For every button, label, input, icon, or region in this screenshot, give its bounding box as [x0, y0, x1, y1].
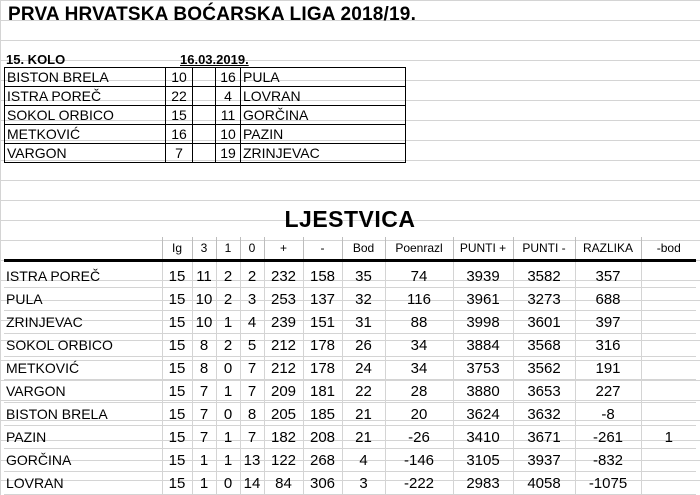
score-separator-cell [193, 144, 216, 163]
razlika: -1075 [575, 472, 641, 495]
away-score: 11 [216, 106, 241, 125]
home-team: BISTON BRELA [5, 68, 166, 87]
draws-1: 0 [216, 403, 240, 426]
minus-bod [641, 403, 696, 426]
round-label: 15. KOLO [6, 52, 66, 67]
losses-0: 7 [240, 357, 264, 380]
bod: 22 [342, 380, 385, 403]
punti-minus: 3653 [513, 380, 575, 403]
standings-row [4, 288, 696, 311]
played-column-header: Ig [162, 237, 192, 261]
bod: 26 [342, 334, 385, 357]
played: 15 [162, 288, 192, 311]
minus-bod [641, 311, 696, 334]
poenrazl: 34 [385, 334, 453, 357]
team-name: PULA [4, 288, 162, 311]
points-against: 151 [303, 311, 342, 334]
razlika: 397 [575, 311, 641, 334]
razlika: 357 [575, 261, 641, 288]
standings-row [4, 403, 696, 426]
points-for: 209 [264, 380, 303, 403]
played: 15 [162, 357, 192, 380]
points-for: 212 [264, 334, 303, 357]
away-team: GORČINA [241, 106, 406, 125]
played: 15 [162, 261, 192, 288]
team-name: GORČINA [4, 449, 162, 472]
home-score: 10 [166, 68, 193, 87]
standings-row [4, 357, 696, 380]
losses-0-column-header: 0 [240, 237, 264, 261]
result-row [5, 68, 406, 87]
punti-minus: 3632 [513, 403, 575, 426]
punti-plus-column-header: PUNTI + [453, 237, 513, 261]
points-against: 158 [303, 261, 342, 288]
draws-1: 1 [216, 449, 240, 472]
away-score: 10 [216, 125, 241, 144]
punti-minus: 3601 [513, 311, 575, 334]
home-team: VARGON [5, 144, 166, 163]
team-name: PAZIN [4, 426, 162, 449]
points-for-column-header: + [264, 237, 303, 261]
losses-0: 7 [240, 426, 264, 449]
points-against: 181 [303, 380, 342, 403]
minus-bod-column-header: -bod [641, 237, 696, 261]
draws-1: 0 [216, 357, 240, 380]
minus-bod [641, 334, 696, 357]
punti-minus: 3273 [513, 288, 575, 311]
bod: 3 [342, 472, 385, 495]
points-against: 185 [303, 403, 342, 426]
razlika: 316 [575, 334, 641, 357]
played: 15 [162, 449, 192, 472]
draws-1: 1 [216, 380, 240, 403]
standings-row [4, 261, 696, 288]
points-against: 178 [303, 357, 342, 380]
poenrazl: -26 [385, 426, 453, 449]
punti-minus: 3671 [513, 426, 575, 449]
away-team: PAZIN [241, 125, 406, 144]
standings-row [4, 311, 696, 334]
score-separator-cell [193, 125, 216, 144]
razlika: 227 [575, 380, 641, 403]
punti-minus: 4058 [513, 472, 575, 495]
home-score: 22 [166, 87, 193, 106]
bod: 31 [342, 311, 385, 334]
punti-plus: 3939 [453, 261, 513, 288]
punti-plus: 3884 [453, 334, 513, 357]
bod: 21 [342, 426, 385, 449]
points-for: 205 [264, 403, 303, 426]
team-name: LOVRAN [4, 472, 162, 495]
minus-bod [641, 449, 696, 472]
draws-1: 2 [216, 334, 240, 357]
losses-0: 3 [240, 288, 264, 311]
played: 15 [162, 403, 192, 426]
away-team: ZRINJEVAC [241, 144, 406, 163]
punti-minus: 3568 [513, 334, 575, 357]
razlika: 191 [575, 357, 641, 380]
poenrazl: 28 [385, 380, 453, 403]
away-team: LOVRAN [241, 87, 406, 106]
minus-bod [641, 380, 696, 403]
poenrazl: 116 [385, 288, 453, 311]
wins-3: 8 [192, 334, 216, 357]
team-column-header [4, 237, 162, 261]
points-against: 137 [303, 288, 342, 311]
points-against: 208 [303, 426, 342, 449]
punti-plus: 3624 [453, 403, 513, 426]
played: 15 [162, 334, 192, 357]
minus-bod [641, 357, 696, 380]
points-against: 178 [303, 334, 342, 357]
points-for: 122 [264, 449, 303, 472]
razlika: 688 [575, 288, 641, 311]
points-for: 182 [264, 426, 303, 449]
away-score: 16 [216, 68, 241, 87]
bod: 4 [342, 449, 385, 472]
wins-3: 1 [192, 472, 216, 495]
draws-1: 1 [216, 311, 240, 334]
result-row [5, 144, 406, 163]
wins-3: 8 [192, 357, 216, 380]
punti-minus: 3937 [513, 449, 575, 472]
away-team: PULA [241, 68, 406, 87]
punti-minus: 3582 [513, 261, 575, 288]
played: 15 [162, 311, 192, 334]
minus-bod [641, 288, 696, 311]
standings-row [4, 426, 696, 449]
wins-3-column-header: 3 [192, 237, 216, 261]
wins-3: 1 [192, 449, 216, 472]
poenrazl: 74 [385, 261, 453, 288]
poenrazl: 20 [385, 403, 453, 426]
home-score: 15 [166, 106, 193, 125]
losses-0: 4 [240, 311, 264, 334]
punti-minus: 3562 [513, 357, 575, 380]
bod: 32 [342, 288, 385, 311]
bod: 21 [342, 403, 385, 426]
home-score: 16 [166, 125, 193, 144]
razlika: -8 [575, 403, 641, 426]
standings-row [4, 380, 696, 403]
draws-1-column-header: 1 [216, 237, 240, 261]
points-for: 84 [264, 472, 303, 495]
wins-3: 10 [192, 288, 216, 311]
draws-1: 2 [216, 261, 240, 288]
score-separator-cell [193, 68, 216, 87]
poenrazl: -146 [385, 449, 453, 472]
played: 15 [162, 380, 192, 403]
wins-3: 11 [192, 261, 216, 288]
losses-0: 14 [240, 472, 264, 495]
score-separator-cell [193, 106, 216, 125]
round-date: 16.03.2019. [180, 52, 249, 67]
minus-bod: 1 [641, 426, 696, 449]
standings-row [4, 334, 696, 357]
standings-table [4, 237, 696, 495]
results-table [4, 67, 406, 163]
standings-header-row [4, 237, 696, 261]
result-row [5, 106, 406, 125]
poenrazl: 88 [385, 311, 453, 334]
draws-1: 1 [216, 426, 240, 449]
standings-row [4, 449, 696, 472]
team-name: BISTON BRELA [4, 403, 162, 426]
losses-0: 8 [240, 403, 264, 426]
punti-plus: 3105 [453, 449, 513, 472]
points-against-column-header: - [303, 237, 342, 261]
played: 15 [162, 472, 192, 495]
punti-plus: 3961 [453, 288, 513, 311]
wins-3: 7 [192, 426, 216, 449]
losses-0: 2 [240, 261, 264, 288]
punti-plus: 3880 [453, 380, 513, 403]
away-score: 19 [216, 144, 241, 163]
team-name: ZRINJEVAC [4, 311, 162, 334]
away-score: 4 [216, 87, 241, 106]
poenrazl-column-header: Poenrazl [385, 237, 453, 261]
score-separator-cell [193, 87, 216, 106]
standings-title: LJESTVICA [284, 206, 416, 232]
team-name: ISTRA POREČ [4, 261, 162, 288]
punti-plus: 3998 [453, 311, 513, 334]
page-title: PRVA HRVATSKA BOĆARSKA LIGA 2018/19. [8, 4, 417, 25]
punti-plus: 3753 [453, 357, 513, 380]
minus-bod [641, 261, 696, 288]
home-team: ISTRA POREČ [5, 87, 166, 106]
wins-3: 7 [192, 403, 216, 426]
result-row [5, 87, 406, 106]
losses-0: 13 [240, 449, 264, 472]
losses-0: 5 [240, 334, 264, 357]
standings-row [4, 472, 696, 495]
team-name: SOKOL ORBICO [4, 334, 162, 357]
poenrazl: -222 [385, 472, 453, 495]
result-row [5, 125, 406, 144]
razlika: -261 [575, 426, 641, 449]
poenrazl: 34 [385, 357, 453, 380]
punti-plus: 2983 [453, 472, 513, 495]
draws-1: 0 [216, 472, 240, 495]
team-name: VARGON [4, 380, 162, 403]
team-name: METKOVIĆ [4, 357, 162, 380]
wins-3: 10 [192, 311, 216, 334]
bod: 35 [342, 261, 385, 288]
punti-plus: 3410 [453, 426, 513, 449]
points-for: 253 [264, 288, 303, 311]
points-against: 268 [303, 449, 342, 472]
points-for: 212 [264, 357, 303, 380]
points-against: 306 [303, 472, 342, 495]
razlika-column-header: RAZLIKA [575, 237, 641, 261]
points-for: 239 [264, 311, 303, 334]
minus-bod [641, 472, 696, 495]
wins-3: 7 [192, 380, 216, 403]
losses-0: 7 [240, 380, 264, 403]
home-team: SOKOL ORBICO [5, 106, 166, 125]
bod: 24 [342, 357, 385, 380]
draws-1: 2 [216, 288, 240, 311]
razlika: -832 [575, 449, 641, 472]
home-team: METKOVIĆ [5, 125, 166, 144]
points-for: 232 [264, 261, 303, 288]
bod-column-header: Bod [342, 237, 385, 261]
punti-minus-column-header: PUNTI - [513, 237, 575, 261]
home-score: 7 [166, 144, 193, 163]
played: 15 [162, 426, 192, 449]
